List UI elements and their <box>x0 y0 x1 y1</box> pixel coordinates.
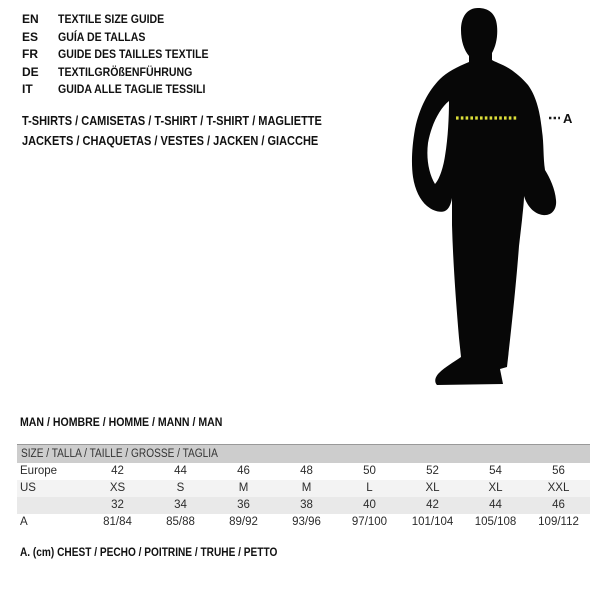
size-cell: 48 <box>300 465 313 477</box>
language-label: TEXTILE SIZE GUIDE <box>58 12 165 26</box>
category-line-text: JACKETS / CHAQUETAS / VESTES / JACKEN / GIACCHE <box>22 134 319 148</box>
row-label: Europe <box>20 465 58 477</box>
size-cell: 89/92 <box>229 516 258 528</box>
size-cell: 42 <box>426 499 439 511</box>
row-label: A <box>20 516 28 528</box>
size-table-body <box>17 463 590 531</box>
language-label: TEXTILGRÖßENFÜHRUNG <box>58 64 193 79</box>
language-row <box>22 64 229 82</box>
size-cell: 56 <box>552 465 565 477</box>
size-table <box>17 444 590 531</box>
size-cell: 46 <box>552 499 565 511</box>
category-line-text: T-SHIRTS / CAMISETAS / T-SHIRT / T-SHIRT / MAGLIETTE <box>22 114 322 128</box>
measure-label-a: A <box>563 111 573 126</box>
language-label: GUIDE DES TAILLES TEXTILE <box>58 47 209 62</box>
category-list <box>22 111 363 151</box>
size-cell: 50 <box>363 465 376 477</box>
man-section-title <box>20 415 250 429</box>
table-row <box>17 480 590 497</box>
table-row <box>17 514 590 531</box>
man-silhouette-figure <box>400 0 600 400</box>
man-section-title-text: MAN / HOMBRE / HOMME / MANN / MAN <box>20 415 223 429</box>
size-cell: 54 <box>489 465 502 477</box>
size-cell: XXL <box>547 482 570 494</box>
size-cell: 42 <box>111 465 124 477</box>
size-cell: 38 <box>300 499 313 511</box>
language-row <box>22 11 229 29</box>
size-cell: XL <box>425 482 440 494</box>
language-code: DE <box>22 64 39 79</box>
category-line <box>22 131 363 151</box>
size-table-header <box>17 445 590 464</box>
size-cell: M <box>238 482 249 494</box>
size-cell: 97/100 <box>351 516 388 528</box>
language-row <box>22 81 229 99</box>
language-row <box>22 29 229 47</box>
size-cell: 109/112 <box>538 516 579 528</box>
row-label: US <box>20 482 36 494</box>
size-cell: 44 <box>489 499 502 511</box>
language-label: GUÍA DE TALLAS <box>58 29 146 44</box>
language-list <box>22 11 229 99</box>
language-code: EN <box>22 12 39 26</box>
size-cell: 81/84 <box>103 516 132 528</box>
size-table-header-row <box>17 445 590 464</box>
size-cell: 32 <box>111 499 124 511</box>
size-cell: 46 <box>237 465 250 477</box>
table-row <box>17 497 590 514</box>
size-cell: 52 <box>426 465 439 477</box>
size-cell: 85/88 <box>166 516 195 528</box>
size-cell: 36 <box>237 499 250 511</box>
language-code: ES <box>22 29 39 44</box>
size-cell: 34 <box>174 499 187 511</box>
size-cell: L <box>366 482 373 494</box>
size-cell: M <box>301 482 312 494</box>
category-line <box>22 111 363 131</box>
man-silhouette <box>412 8 556 385</box>
language-row <box>22 46 229 64</box>
size-cell: 93/96 <box>292 516 321 528</box>
language-label: GUIDA ALLE TAGLIE TESSILI <box>58 82 206 97</box>
row-label <box>17 497 86 514</box>
size-cell: 44 <box>174 465 187 477</box>
language-code: IT <box>22 82 33 97</box>
size-cell: 105/108 <box>474 516 517 528</box>
size-table-header-text: SIZE / TALLA / TAILLE / GRÖSSE / TAGLIA <box>21 448 218 460</box>
size-cell: XS <box>109 482 126 494</box>
measurement-footnote-text: A. (cm) CHEST / PECHO / POITRINE / TRUHE / PETTO <box>20 547 278 559</box>
size-cell: 101/104 <box>411 516 454 528</box>
size-cell: 40 <box>363 499 376 511</box>
language-code: FR <box>22 47 38 62</box>
table-row <box>17 463 590 480</box>
measurement-footnote <box>20 547 312 559</box>
size-cell: XL <box>488 482 503 494</box>
size-cell: S <box>176 482 185 494</box>
